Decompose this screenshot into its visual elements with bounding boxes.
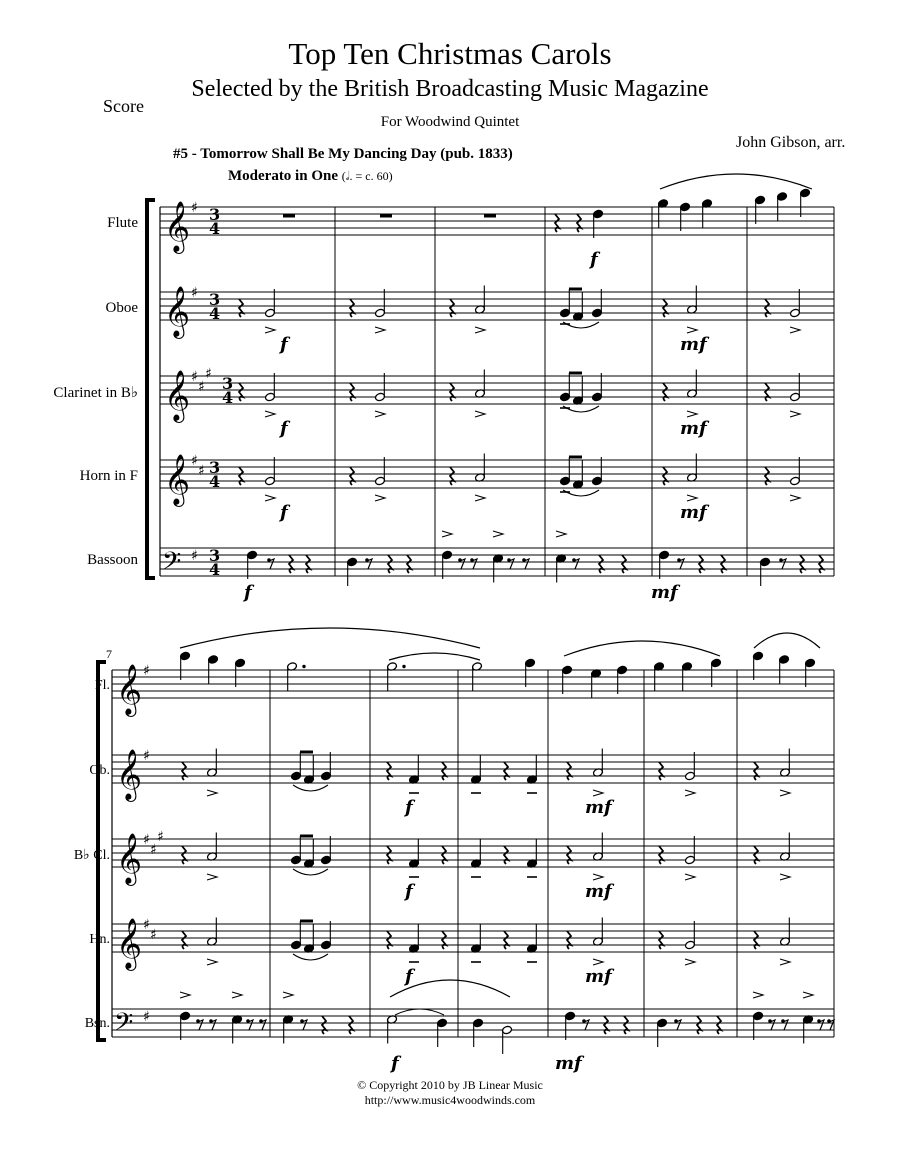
quarter-rest — [450, 467, 454, 485]
instrument-abbr-oboe: Ob. — [89, 763, 110, 778]
accent-mark — [475, 327, 485, 333]
accent-mark — [265, 327, 275, 333]
accent-mark — [265, 411, 275, 417]
sharp-icon: ♯ — [198, 379, 205, 395]
quarter-rest — [555, 214, 559, 232]
dynamic-mf: mf — [555, 1053, 582, 1074]
time-signature-numerator: 3 — [222, 374, 234, 393]
accent-mark — [493, 531, 503, 537]
eighth-rest — [770, 1020, 775, 1030]
quarter-rest — [350, 299, 354, 317]
accent-mark — [803, 992, 813, 998]
sharp-icon: ♯ — [191, 548, 198, 564]
accent-mark — [475, 411, 485, 417]
tie-arc — [563, 322, 599, 328]
accent-mark — [593, 959, 603, 965]
instrument-name-oboe: Oboe — [105, 300, 138, 316]
footer-url: http://www.music4woodwinds.com — [364, 1093, 536, 1107]
dynamic-mf: mf — [585, 797, 612, 818]
dynamic-mf: mf — [680, 502, 707, 523]
quarter-rest — [604, 1016, 608, 1034]
eighth-rest — [783, 1020, 788, 1030]
quarter-rest — [349, 1016, 353, 1034]
tie-arc — [293, 785, 328, 791]
tie-arc — [293, 954, 328, 960]
quarter-rest — [407, 555, 411, 573]
arranger: John Gibson, arr. — [736, 134, 846, 151]
score-subtitle: Selected by the British Broadcasting Music Magazine — [191, 76, 709, 102]
accent-mark — [593, 874, 603, 880]
score-label: Score — [103, 96, 144, 116]
tie-arc — [293, 869, 328, 875]
eighth-rest — [248, 1020, 253, 1030]
quarter-rest — [765, 383, 769, 401]
accent-mark — [207, 874, 217, 880]
instrument-name-horn: Horn in F — [79, 468, 138, 484]
accent-mark — [780, 959, 790, 965]
whole-rest — [283, 214, 295, 218]
instrument-abbr-bassoon: Bsn. — [84, 1016, 110, 1031]
instrument-name-flute: Flute — [107, 215, 138, 231]
metronome-value: = c. 60 — [355, 169, 389, 183]
sharp-icon: ♯ — [157, 829, 164, 845]
instrument-abbr-horn: Hn. — [89, 932, 110, 947]
quarter-rest — [450, 299, 454, 317]
accent-mark — [180, 992, 190, 998]
quarter-rest — [663, 299, 667, 317]
sharp-icon: ♯ — [143, 832, 150, 848]
eighth-rest — [302, 1020, 307, 1030]
quarter-rest — [622, 555, 626, 573]
half-dot-note-icon: 𝅗𝅥. — [345, 169, 353, 183]
quarter-rest — [442, 931, 446, 949]
system-bracket — [147, 200, 155, 578]
dynamic-mf: mf — [585, 966, 612, 987]
instrument-abbr-clarinet: B♭ Cl. — [73, 848, 110, 863]
treble-clef-icon: 𝄞 — [164, 286, 191, 337]
dynamic-mf: mf — [680, 334, 707, 355]
whole-rest — [484, 214, 496, 218]
eighth-rest — [261, 1020, 266, 1030]
dynamic-f: f — [280, 334, 288, 355]
quarter-rest — [182, 846, 186, 864]
quarter-rest — [182, 931, 186, 949]
treble-clef-icon: 𝄞 — [164, 454, 191, 505]
quarter-rest — [663, 383, 667, 401]
treble-clef-icon: 𝄞 — [116, 749, 143, 800]
treble-clef-icon: 𝄞 — [116, 833, 143, 884]
score-title: Top Ten Christmas Carols — [288, 36, 612, 71]
eighth-rest — [367, 559, 372, 569]
dynamic-f: f — [391, 1053, 399, 1074]
bass-clef-icon: 𝄢 — [162, 547, 182, 582]
eighth-rest — [509, 559, 514, 569]
time-signature-numerator: 3 — [209, 290, 221, 309]
time-signature-numerator: 3 — [209, 458, 221, 477]
sharp-icon: ♯ — [191, 285, 198, 301]
sharp-icon: ♯ — [191, 453, 198, 469]
quarter-rest — [754, 931, 758, 949]
accent-mark — [780, 790, 790, 796]
quarter-rest — [800, 555, 804, 573]
eighth-rest — [211, 1020, 216, 1030]
accent-mark — [790, 327, 800, 333]
accent-mark — [475, 495, 485, 501]
accent-mark — [687, 495, 697, 501]
quarter-rest — [239, 383, 243, 401]
quarter-rest — [819, 555, 823, 573]
sharp-icon: ♯ — [143, 663, 150, 679]
quarter-rest — [388, 555, 392, 573]
quarter-rest — [765, 467, 769, 485]
sharp-icon: ♯ — [143, 917, 150, 933]
metronome-mark: (𝅗𝅥. = c. 60) — [341, 169, 393, 183]
accent-mark — [687, 327, 697, 333]
quarter-rest — [350, 467, 354, 485]
eighth-rest — [269, 559, 274, 569]
eighth-rest — [781, 559, 786, 569]
quarter-rest — [387, 846, 391, 864]
accent-mark — [790, 411, 800, 417]
accent-mark — [593, 790, 603, 796]
phrase-slur — [564, 641, 720, 656]
quarter-rest — [450, 383, 454, 401]
phrase-slur — [660, 174, 812, 189]
measure-number: 7 — [106, 647, 112, 661]
eighth-rest — [460, 559, 465, 569]
bass-clef-icon: 𝄢 — [114, 1008, 134, 1043]
eighth-rest — [198, 1020, 203, 1030]
footer — [0, 1078, 900, 1108]
whole-rest — [380, 214, 392, 218]
accent-mark — [232, 992, 242, 998]
quarter-rest — [721, 555, 725, 573]
accent-mark — [375, 327, 385, 333]
quarter-rest — [504, 931, 508, 949]
quarter-rest — [239, 467, 243, 485]
time-signature-numerator: 3 — [209, 546, 221, 565]
sharp-icon: ♯ — [150, 842, 157, 858]
treble-clef-icon: 𝄞 — [164, 201, 191, 252]
quarter-rest — [699, 555, 703, 573]
score-subsubtitle: For Woodwind Quintet — [380, 114, 520, 130]
dynamic-f: f — [280, 418, 288, 439]
tempo-text: Moderato in One — [228, 168, 338, 184]
quarter-rest — [239, 299, 243, 317]
quarter-rest — [697, 1016, 701, 1034]
accent-mark — [207, 790, 217, 796]
eighth-rest — [574, 559, 579, 569]
accent-mark — [265, 495, 275, 501]
augmentation-dot — [302, 665, 305, 668]
quarter-rest — [504, 846, 508, 864]
treble-clef-icon: 𝄞 — [116, 918, 143, 969]
quarter-rest — [577, 214, 581, 232]
accent-mark — [685, 874, 695, 880]
accent-mark — [207, 959, 217, 965]
quarter-rest — [322, 1016, 326, 1034]
quarter-rest — [754, 762, 758, 780]
eighth-rest — [819, 1020, 824, 1030]
accent-mark — [283, 992, 293, 998]
time-signature-denominator: 4 — [209, 560, 221, 579]
dynamic-f: f — [280, 502, 288, 523]
time-signature-denominator: 4 — [209, 472, 221, 491]
eighth-rest — [472, 559, 477, 569]
sharp-icon: ♯ — [198, 463, 205, 479]
eighth-rest — [584, 1020, 589, 1030]
dynamic-f: f — [405, 966, 413, 987]
quarter-rest — [659, 931, 663, 949]
accent-mark — [687, 411, 697, 417]
instrument-name-clarinet: Clarinet in B♭ — [53, 385, 138, 401]
quarter-rest — [659, 846, 663, 864]
accent-mark — [780, 874, 790, 880]
quarter-rest — [182, 762, 186, 780]
augmentation-dot — [402, 665, 405, 668]
time-signature-denominator: 4 — [222, 388, 234, 407]
quarter-rest — [659, 762, 663, 780]
quarter-rest — [442, 846, 446, 864]
accent-mark — [375, 495, 385, 501]
eighth-rest — [676, 1020, 681, 1030]
sharp-icon: ♯ — [191, 200, 198, 216]
phrase-slur — [180, 628, 480, 648]
accent-mark — [790, 495, 800, 501]
quarter-rest — [387, 762, 391, 780]
quarter-rest — [717, 1016, 721, 1034]
sharp-icon: ♯ — [150, 927, 157, 943]
quarter-rest — [289, 555, 293, 573]
dynamic-f: f — [405, 881, 413, 902]
quarter-rest — [350, 383, 354, 401]
quarter-rest — [306, 555, 310, 573]
quarter-rest — [567, 931, 571, 949]
instrument-abbr-flute: Fl. — [94, 678, 110, 693]
tie-slur — [389, 653, 480, 660]
time-signature-numerator: 3 — [209, 205, 221, 224]
quarter-rest — [387, 931, 391, 949]
quarter-rest — [765, 299, 769, 317]
time-signature-denominator: 4 — [209, 304, 221, 323]
eighth-rest — [829, 1020, 834, 1030]
eighth-rest — [524, 559, 529, 569]
dynamic-f: f — [244, 582, 252, 603]
dynamic-mf: mf — [651, 582, 678, 603]
system-bracket — [98, 662, 106, 1040]
dynamic-mf: mf — [585, 881, 612, 902]
quarter-rest — [599, 555, 603, 573]
quarter-rest — [663, 467, 667, 485]
accent-mark — [685, 790, 695, 796]
dynamic-f: f — [405, 797, 413, 818]
sharp-icon: ♯ — [191, 369, 198, 385]
tie-arc — [563, 490, 599, 496]
dynamic-f: f — [590, 249, 598, 270]
accent-mark — [685, 959, 695, 965]
time-signature-denominator: 4 — [209, 219, 221, 238]
phrase-slur — [754, 633, 820, 648]
tie-arc — [563, 406, 599, 412]
treble-clef-icon: 𝄞 — [116, 664, 143, 715]
sharp-icon: ♯ — [205, 366, 212, 382]
song-title: #5 - Tomorrow Shall Be My Dancing Day (pub. 1833) — [173, 146, 513, 162]
quarter-rest — [567, 762, 571, 780]
accent-mark — [556, 531, 566, 537]
sharp-icon: ♯ — [143, 1009, 150, 1025]
accent-mark — [442, 531, 452, 537]
copyright-notice: © Copyright 2010 by JB Linear Music — [357, 1078, 543, 1092]
dynamic-mf: mf — [680, 418, 707, 439]
quarter-rest — [567, 846, 571, 864]
eighth-rest — [679, 559, 684, 569]
tie-arc — [395, 1009, 444, 1015]
quarter-rest — [504, 762, 508, 780]
accent-mark — [375, 411, 385, 417]
sharp-icon: ♯ — [143, 748, 150, 764]
quarter-rest — [442, 762, 446, 780]
treble-clef-icon: 𝄞 — [164, 370, 191, 421]
quarter-rest — [754, 846, 758, 864]
quarter-rest — [624, 1016, 628, 1034]
accent-mark — [753, 992, 763, 998]
instrument-name-bassoon: Bassoon — [87, 552, 138, 568]
